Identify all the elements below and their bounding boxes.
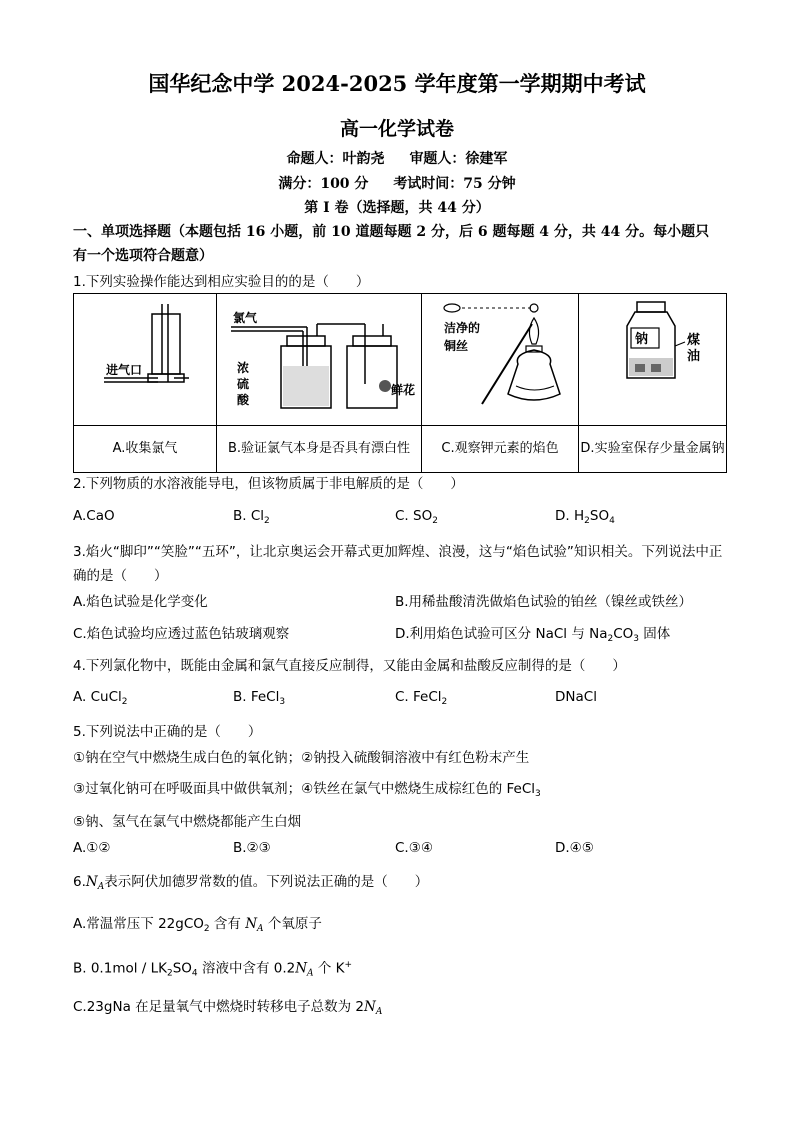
q5-statement-1: ①钠在空气中燃烧生成白色的氧化钠；②钠投入硫酸铜溶液中有红色粉末产生 — [73, 750, 530, 766]
q1-option-d[interactable]: D.实验室保存少量金属钠 — [579, 426, 727, 473]
svg-text:钠: 钠 — [635, 332, 649, 347]
q3-option-c[interactable]: C.焰色试验均应透过蓝色钴玻璃观察 — [73, 626, 290, 642]
q1-figure-c — [422, 294, 579, 426]
q3-option-a[interactable]: A.焰色试验是化学变化 — [73, 594, 208, 610]
q1-option-c[interactable]: C.观察钾元素的焰色 — [422, 426, 579, 473]
fig-a-label: 进气口 — [106, 363, 143, 377]
q6-option-a[interactable]: A.常温常压下 22gCO$_2$ 含有 $N_A$ 个氧原子 — [73, 916, 322, 934]
proposer: 命题人：叶韵尧 — [286, 151, 385, 167]
q5-option-a[interactable]: A.①② — [73, 840, 111, 856]
full-score: 满分：100 分 — [278, 176, 369, 192]
q5-option-c[interactable]: C.③④ — [395, 840, 433, 856]
volume-heading: 第 I 卷（选择题，共 44 分） — [304, 200, 490, 216]
q3-option-b[interactable]: B.用稀盐酸清洗做焰色试验的铂丝（镍丝或铁丝） — [395, 594, 693, 610]
svg-text:硫: 硫 — [237, 377, 250, 391]
q3-option-d[interactable]: D.利用焰色试验可区分 NaCl 与 $Na_2CO_3$ 固体 — [395, 626, 671, 644]
score-line — [0, 173, 794, 193]
svg-text:浓: 浓 — [237, 361, 250, 375]
q5-option-b[interactable]: B.②③ — [233, 840, 271, 856]
q4-stem: 4.下列氯化物中，既能由金属和氯气直接反应制得，又能由金属和盐酸反应制得的是（ ） — [73, 658, 626, 674]
q1-figure-d — [579, 294, 727, 426]
q3-row1 — [73, 590, 733, 610]
svg-text:鲜花: 鲜花 — [391, 383, 416, 397]
q1-option-b[interactable]: B.验证氯气本身是否具有漂白性 — [217, 426, 422, 473]
q1-figure-table — [73, 293, 727, 473]
q2-stem: 2.下列物质的水溶液能导电，但该物质属于非电解质的是（ ） — [73, 476, 464, 492]
reviewer: 审题人：徐建军 — [409, 151, 508, 167]
q2-option-a[interactable]: A.CaO — [73, 508, 115, 524]
q4-option-a[interactable]: A. CuCl$_2$ — [73, 689, 128, 707]
section-heading: 一、单项选择题（本题包括 16 小题，前 10 道题每题 2 分，后 6 题每题 4 分，共 44 分。每小题只有一个选项符合题意） — [73, 224, 710, 264]
exam-time: 考试时间：75 分钟 — [393, 176, 516, 192]
svg-text:洁净的: 洁净的 — [444, 321, 481, 335]
q1-option-a[interactable]: A.收集氯气 — [74, 426, 217, 473]
q5-statement-3: ⑤钠、氢气在氯气中燃烧都能产生白烟 — [73, 814, 302, 830]
q1-figure-b — [217, 294, 422, 426]
q5-statement-2: ③过氧化钠可在呼吸面具中做供氧剂；④铁丝在氯气中燃烧生成棕红色的 FeCl$_3$ — [73, 781, 541, 799]
q6-option-b[interactable]: B. $0.1mol / LK_2SO_4$ 溶液中含有 $0.2N_A$ 个 K+ — [73, 960, 353, 979]
q5-options — [73, 840, 733, 860]
exam-subtitle: 高一化学试卷 — [339, 118, 454, 140]
q5-stem: 5.下列说法中正确的是（ ） — [73, 724, 262, 740]
q5-option-d[interactable]: D.④⑤ — [555, 840, 594, 856]
authors-line — [0, 148, 794, 168]
q2-options — [73, 508, 733, 528]
svg-text:油: 油 — [687, 349, 701, 364]
q6-stem: $6.N_A$表示阿伏加德罗常数的值。下列说法正确的是（ ） — [73, 874, 429, 892]
q4-option-c[interactable]: C. FeCl$_2$ — [395, 689, 448, 707]
q2-option-d[interactable]: D. $H_2SO_4$ — [555, 508, 615, 526]
q3-stem: 3.焰火“脚印”“笑脸”“五环”，让北京奥运会开幕式更加辉煌、浪漫，这与“焰色试验”知识相关。下列说法中正确的是（ ） — [73, 544, 723, 584]
q3-row2 — [73, 622, 733, 642]
q1-stem: 1.下列实验操作能达到相应实验目的的是（ ） — [73, 274, 370, 290]
q4-option-b[interactable]: B. FeCl$_3$ — [233, 689, 286, 707]
svg-text:酸: 酸 — [237, 393, 250, 407]
q4-option-d[interactable]: DNaCl — [555, 689, 597, 705]
q4-options — [73, 689, 733, 709]
q2-option-c[interactable]: C. $SO_2$ — [395, 508, 438, 526]
q1-figure-a — [74, 294, 217, 426]
svg-text:铜丝: 铜丝 — [444, 339, 469, 353]
exam-title: 国华纪念中学 2024-2025 学年度第一学期期中考试 — [148, 71, 646, 96]
svg-text:煤: 煤 — [687, 333, 701, 348]
q2-option-b[interactable]: B. $Cl_2$ — [233, 508, 270, 526]
svg-text:氯气: 氯气 — [233, 311, 258, 325]
q6-option-c[interactable]: C.23gNa 在足量氧气中燃烧时转移电子总数为 $2N_A$ — [73, 999, 383, 1017]
